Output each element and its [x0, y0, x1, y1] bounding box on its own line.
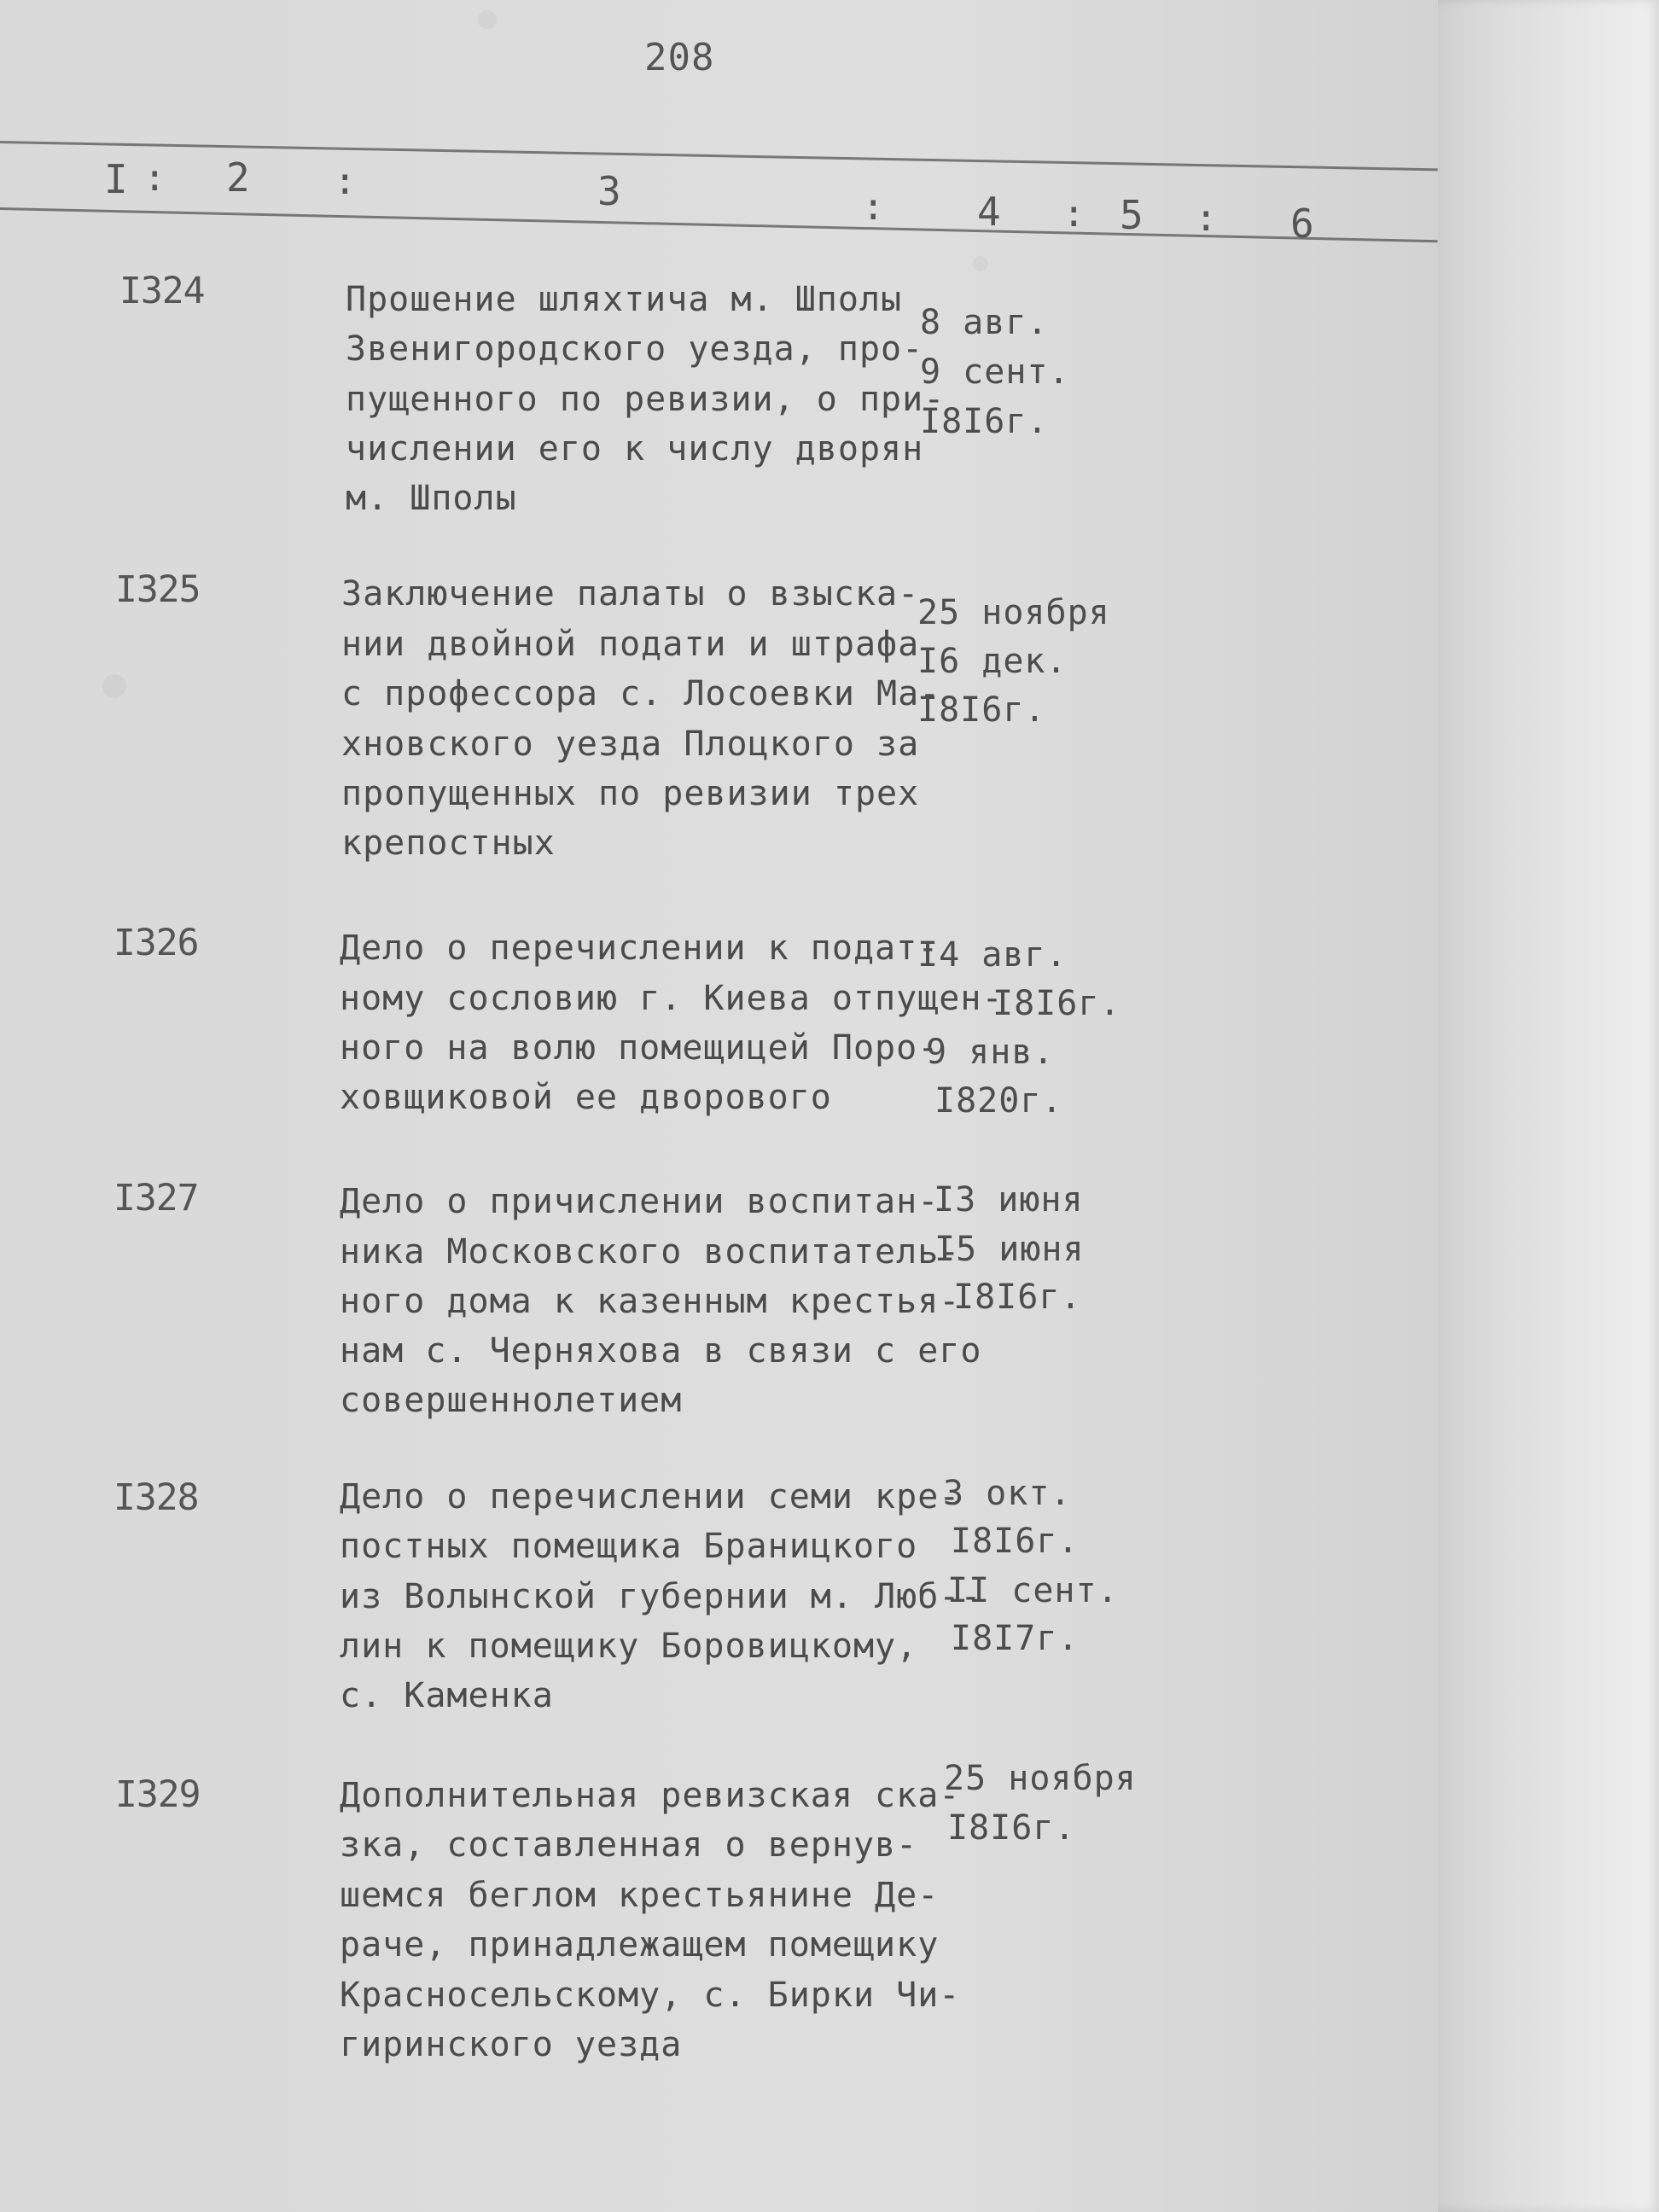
entry-text-line: Дополнительная ревизская ска- [340, 1776, 961, 1815]
entry-date: I4 авг. [917, 935, 1068, 975]
entry-text-line: пропущенных по ревизии трех [341, 774, 920, 813]
entry-date: I3 июня [934, 1180, 1084, 1220]
entry-date: II сент. [947, 1571, 1119, 1610]
column-header-1: I [104, 156, 128, 202]
entry-date: 9 янв. [926, 1033, 1055, 1072]
entry-text-line: из Волынской губернии м. Люб-- [340, 1577, 982, 1616]
entry-text-line: с профессора с. Лосоевки Ма- [341, 674, 941, 713]
entry-text-line: постных помещика Браницкого [340, 1527, 918, 1566]
entry-text-line: Звенигородского уезда, про- [346, 329, 924, 369]
entry-text-line: лин к помещику Боровицкому, [340, 1627, 918, 1666]
entry-text-line: ному сословию г. Киева отпущен- [340, 979, 1004, 1018]
entry-number: I329 [115, 1773, 201, 1816]
entry-text-line: м. Шполы [346, 479, 517, 518]
entry-text-line: Дело о перечислении семи кре- [340, 1477, 961, 1516]
column-header-2: 2 [226, 154, 250, 201]
entry-text-line: ного дома к казенным крестья- [340, 1282, 961, 1321]
entry-date: 25 ноября [917, 593, 1110, 632]
column-separator: : [862, 185, 885, 229]
column-header-5: 5 [1120, 192, 1144, 238]
entry-date: I8I6г. [953, 1278, 1082, 1317]
column-header-6: 6 [1290, 201, 1314, 247]
entry-text-line: нии двойной подати и штрафа [341, 625, 920, 664]
entry-date: 3 окт. [943, 1474, 1072, 1513]
entry-text-line: Заключение палаты о взыска- [341, 574, 920, 614]
entry-text-line: ника Московского воспитатель- [340, 1232, 961, 1272]
entry-text-line: Дело о причислении воспитан- [340, 1182, 940, 1221]
entry-date: 8 авг. [920, 303, 1049, 342]
entry-text-line: совершеннолетием [340, 1381, 683, 1420]
header-top-rule [0, 141, 1438, 171]
entry-text-line: раче, принадлежащем помещику [340, 1925, 940, 1965]
entry-text-line: гиринского уезда [340, 2025, 683, 2064]
entry-date: I820г. [934, 1081, 1063, 1121]
entry-text-line: ного на волю помещицей Поро- [340, 1028, 940, 1068]
entry-number: I326 [114, 922, 199, 964]
entry-text-line: Красносельскому, с. Бирки Чи- [340, 1976, 961, 2015]
entry-date: I8I6г. [951, 1522, 1080, 1561]
entry-date: I8I6г. [947, 1808, 1076, 1848]
entry-number: I328 [114, 1476, 199, 1519]
entry-number: I327 [114, 1177, 199, 1220]
entry-date: I8I6г. [920, 402, 1049, 441]
entry-text-line: хновского уезда Плоцкого за [341, 725, 920, 764]
page-edge-shadow [1438, 0, 1659, 2212]
paper-smudge [478, 10, 497, 29]
entry-text-line: нам с. Черняхова в связи с его [340, 1331, 982, 1371]
page-number: 208 [644, 36, 715, 79]
entry-date: 9 сент. [920, 352, 1070, 392]
entry-text-line: ховщиковой ее дворового [340, 1078, 832, 1117]
column-separator: : [1062, 192, 1086, 236]
entry-text-line: пущенного по ревизии, о при- [346, 380, 946, 419]
entry-date: I5 июня [934, 1230, 1085, 1269]
entry-text-line: зка, составленная о вернув- [340, 1825, 918, 1865]
column-header-4: 4 [977, 189, 1001, 235]
entry-text-line: числении его к числу дворян [346, 429, 924, 469]
entry-number: I324 [119, 270, 205, 312]
entry-date: I6 дек. [917, 642, 1068, 681]
column-header-3: 3 [597, 168, 621, 214]
entry-date: I8I7г. [951, 1619, 1080, 1658]
column-separator: : [334, 160, 357, 203]
entry-text-line: Дело о перечислении к подат- [340, 928, 940, 968]
entry-text-line: с. Каменка [340, 1676, 554, 1715]
column-header-band [0, 141, 1438, 265]
entry-date: I8I6г. [992, 984, 1121, 1023]
column-separator: : [143, 156, 166, 200]
entry-text-line: Прошение шляхтича м. Шполы [346, 280, 903, 319]
paper-smudge [102, 674, 126, 698]
entry-text-line: крепостных [341, 824, 556, 863]
entry-date: I8I6г. [917, 690, 1046, 730]
entry-number: I325 [115, 568, 201, 611]
entry-text-line: шемся беглом крестьянине Де- [340, 1876, 940, 1915]
entry-date: 25 ноября [944, 1759, 1137, 1798]
header-bottom-rule [0, 207, 1438, 242]
column-separator: : [1195, 196, 1218, 240]
